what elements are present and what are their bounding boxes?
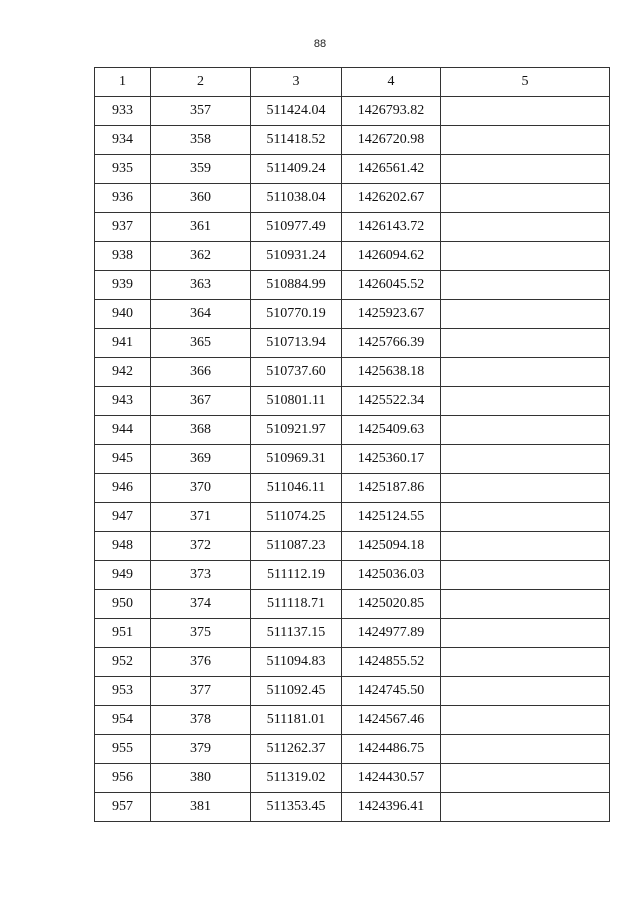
point-number-cell: 372 (151, 532, 251, 561)
note-cell (441, 155, 610, 184)
table-row (95, 764, 610, 793)
x-coordinate-cell: 511094.83 (251, 648, 342, 677)
y-coordinate-cell: 1426561.42 (342, 155, 441, 184)
y-coordinate-cell: 1425036.03 (342, 561, 441, 590)
row-number-cell: 947 (95, 503, 151, 532)
x-coordinate-cell: 511262.37 (251, 735, 342, 764)
y-coordinate-cell: 1424430.57 (342, 764, 441, 793)
y-coordinate-cell: 1425766.39 (342, 329, 441, 358)
point-number-cell: 374 (151, 590, 251, 619)
y-coordinate-cell: 1425522.34 (342, 387, 441, 416)
table-row (95, 416, 610, 445)
table-row (95, 358, 610, 387)
column-header-3: 3 (251, 68, 342, 97)
point-number-cell: 359 (151, 155, 251, 184)
table-row (95, 155, 610, 184)
note-cell (441, 677, 610, 706)
point-number-cell: 376 (151, 648, 251, 677)
row-number-cell: 938 (95, 242, 151, 271)
table-row (95, 271, 610, 300)
row-number-cell: 950 (95, 590, 151, 619)
table-row (95, 648, 610, 677)
note-cell (441, 619, 610, 648)
row-number-cell: 941 (95, 329, 151, 358)
y-coordinate-cell: 1424486.75 (342, 735, 441, 764)
table-row (95, 387, 610, 416)
row-number-cell: 954 (95, 706, 151, 735)
column-header-5: 5 (441, 68, 610, 97)
y-coordinate-cell: 1424855.52 (342, 648, 441, 677)
y-coordinate-cell: 1424745.50 (342, 677, 441, 706)
column-header-1: 1 (95, 68, 151, 97)
row-number-cell: 935 (95, 155, 151, 184)
row-number-cell: 933 (95, 97, 151, 126)
note-cell (441, 764, 610, 793)
point-number-cell: 379 (151, 735, 251, 764)
row-number-cell: 949 (95, 561, 151, 590)
y-coordinate-cell: 1426143.72 (342, 213, 441, 242)
table-row (95, 590, 610, 619)
table-body (95, 97, 610, 822)
table-row (95, 329, 610, 358)
note-cell (441, 503, 610, 532)
note-cell (441, 387, 610, 416)
table-row (95, 793, 610, 822)
row-number-cell: 945 (95, 445, 151, 474)
note-cell (441, 532, 610, 561)
table-row (95, 97, 610, 126)
note-cell (441, 445, 610, 474)
point-number-cell: 367 (151, 387, 251, 416)
note-cell (441, 213, 610, 242)
row-number-cell: 944 (95, 416, 151, 445)
y-coordinate-cell: 1425124.55 (342, 503, 441, 532)
x-coordinate-cell: 510737.60 (251, 358, 342, 387)
row-number-cell: 936 (95, 184, 151, 213)
table-row (95, 445, 610, 474)
note-cell (441, 329, 610, 358)
point-number-cell: 368 (151, 416, 251, 445)
x-coordinate-cell: 510969.31 (251, 445, 342, 474)
x-coordinate-cell: 510801.11 (251, 387, 342, 416)
table-row (95, 126, 610, 155)
table-header-row (95, 68, 610, 97)
note-cell (441, 706, 610, 735)
point-number-cell: 364 (151, 300, 251, 329)
x-coordinate-cell: 511424.04 (251, 97, 342, 126)
x-coordinate-cell: 511418.52 (251, 126, 342, 155)
point-number-cell: 381 (151, 793, 251, 822)
y-coordinate-cell: 1424977.89 (342, 619, 441, 648)
row-number-cell: 942 (95, 358, 151, 387)
point-number-cell: 357 (151, 97, 251, 126)
note-cell (441, 358, 610, 387)
point-number-cell: 363 (151, 271, 251, 300)
point-number-cell: 360 (151, 184, 251, 213)
table-row (95, 184, 610, 213)
note-cell (441, 474, 610, 503)
x-coordinate-cell: 510921.97 (251, 416, 342, 445)
note-cell (441, 184, 610, 213)
table-row (95, 561, 610, 590)
point-number-cell: 361 (151, 213, 251, 242)
note-cell (441, 793, 610, 822)
row-number-cell: 943 (95, 387, 151, 416)
y-coordinate-cell: 1425360.17 (342, 445, 441, 474)
x-coordinate-cell: 510770.19 (251, 300, 342, 329)
row-number-cell: 948 (95, 532, 151, 561)
x-coordinate-cell: 511319.02 (251, 764, 342, 793)
y-coordinate-cell: 1426720.98 (342, 126, 441, 155)
column-header-4: 4 (342, 68, 441, 97)
y-coordinate-cell: 1425020.85 (342, 590, 441, 619)
x-coordinate-cell: 511038.04 (251, 184, 342, 213)
table-row (95, 735, 610, 764)
note-cell (441, 300, 610, 329)
point-number-cell: 370 (151, 474, 251, 503)
row-number-cell: 953 (95, 677, 151, 706)
y-coordinate-cell: 1425409.63 (342, 416, 441, 445)
note-cell (441, 561, 610, 590)
point-number-cell: 373 (151, 561, 251, 590)
point-number-cell: 380 (151, 764, 251, 793)
x-coordinate-cell: 510713.94 (251, 329, 342, 358)
x-coordinate-cell: 511112.19 (251, 561, 342, 590)
x-coordinate-cell: 510931.24 (251, 242, 342, 271)
y-coordinate-cell: 1426202.67 (342, 184, 441, 213)
y-coordinate-cell: 1426045.52 (342, 271, 441, 300)
point-number-cell: 371 (151, 503, 251, 532)
table-row (95, 503, 610, 532)
note-cell (441, 271, 610, 300)
point-number-cell: 375 (151, 619, 251, 648)
row-number-cell: 934 (95, 126, 151, 155)
y-coordinate-cell: 1424396.41 (342, 793, 441, 822)
point-number-cell: 366 (151, 358, 251, 387)
table-row (95, 242, 610, 271)
y-coordinate-cell: 1424567.46 (342, 706, 441, 735)
note-cell (441, 590, 610, 619)
x-coordinate-cell: 511087.23 (251, 532, 342, 561)
point-number-cell: 358 (151, 126, 251, 155)
point-number-cell: 362 (151, 242, 251, 271)
note-cell (441, 416, 610, 445)
row-number-cell: 952 (95, 648, 151, 677)
point-number-cell: 378 (151, 706, 251, 735)
note-cell (441, 242, 610, 271)
row-number-cell: 937 (95, 213, 151, 242)
point-number-cell: 377 (151, 677, 251, 706)
table-row (95, 532, 610, 561)
table-row (95, 213, 610, 242)
row-number-cell: 956 (95, 764, 151, 793)
point-number-cell: 369 (151, 445, 251, 474)
y-coordinate-cell: 1425094.18 (342, 532, 441, 561)
x-coordinate-cell: 511409.24 (251, 155, 342, 184)
y-coordinate-cell: 1425638.18 (342, 358, 441, 387)
x-coordinate-cell: 511181.01 (251, 706, 342, 735)
page-number: 88 (313, 38, 327, 50)
y-coordinate-cell: 1426793.82 (342, 97, 441, 126)
x-coordinate-cell: 511074.25 (251, 503, 342, 532)
note-cell (441, 97, 610, 126)
note-cell (441, 735, 610, 764)
table-row (95, 706, 610, 735)
y-coordinate-cell: 1425923.67 (342, 300, 441, 329)
table-row (95, 619, 610, 648)
coordinates-table (94, 67, 610, 822)
y-coordinate-cell: 1425187.86 (342, 474, 441, 503)
x-coordinate-cell: 511118.71 (251, 590, 342, 619)
row-number-cell: 957 (95, 793, 151, 822)
table-row (95, 474, 610, 503)
row-number-cell: 940 (95, 300, 151, 329)
y-coordinate-cell: 1426094.62 (342, 242, 441, 271)
row-number-cell: 939 (95, 271, 151, 300)
x-coordinate-cell: 511353.45 (251, 793, 342, 822)
x-coordinate-cell: 511137.15 (251, 619, 342, 648)
row-number-cell: 951 (95, 619, 151, 648)
x-coordinate-cell: 510977.49 (251, 213, 342, 242)
x-coordinate-cell: 510884.99 (251, 271, 342, 300)
column-header-2: 2 (151, 68, 251, 97)
table-row (95, 677, 610, 706)
point-number-cell: 365 (151, 329, 251, 358)
row-number-cell: 955 (95, 735, 151, 764)
table-row (95, 300, 610, 329)
note-cell (441, 126, 610, 155)
x-coordinate-cell: 511046.11 (251, 474, 342, 503)
x-coordinate-cell: 511092.45 (251, 677, 342, 706)
row-number-cell: 946 (95, 474, 151, 503)
note-cell (441, 648, 610, 677)
